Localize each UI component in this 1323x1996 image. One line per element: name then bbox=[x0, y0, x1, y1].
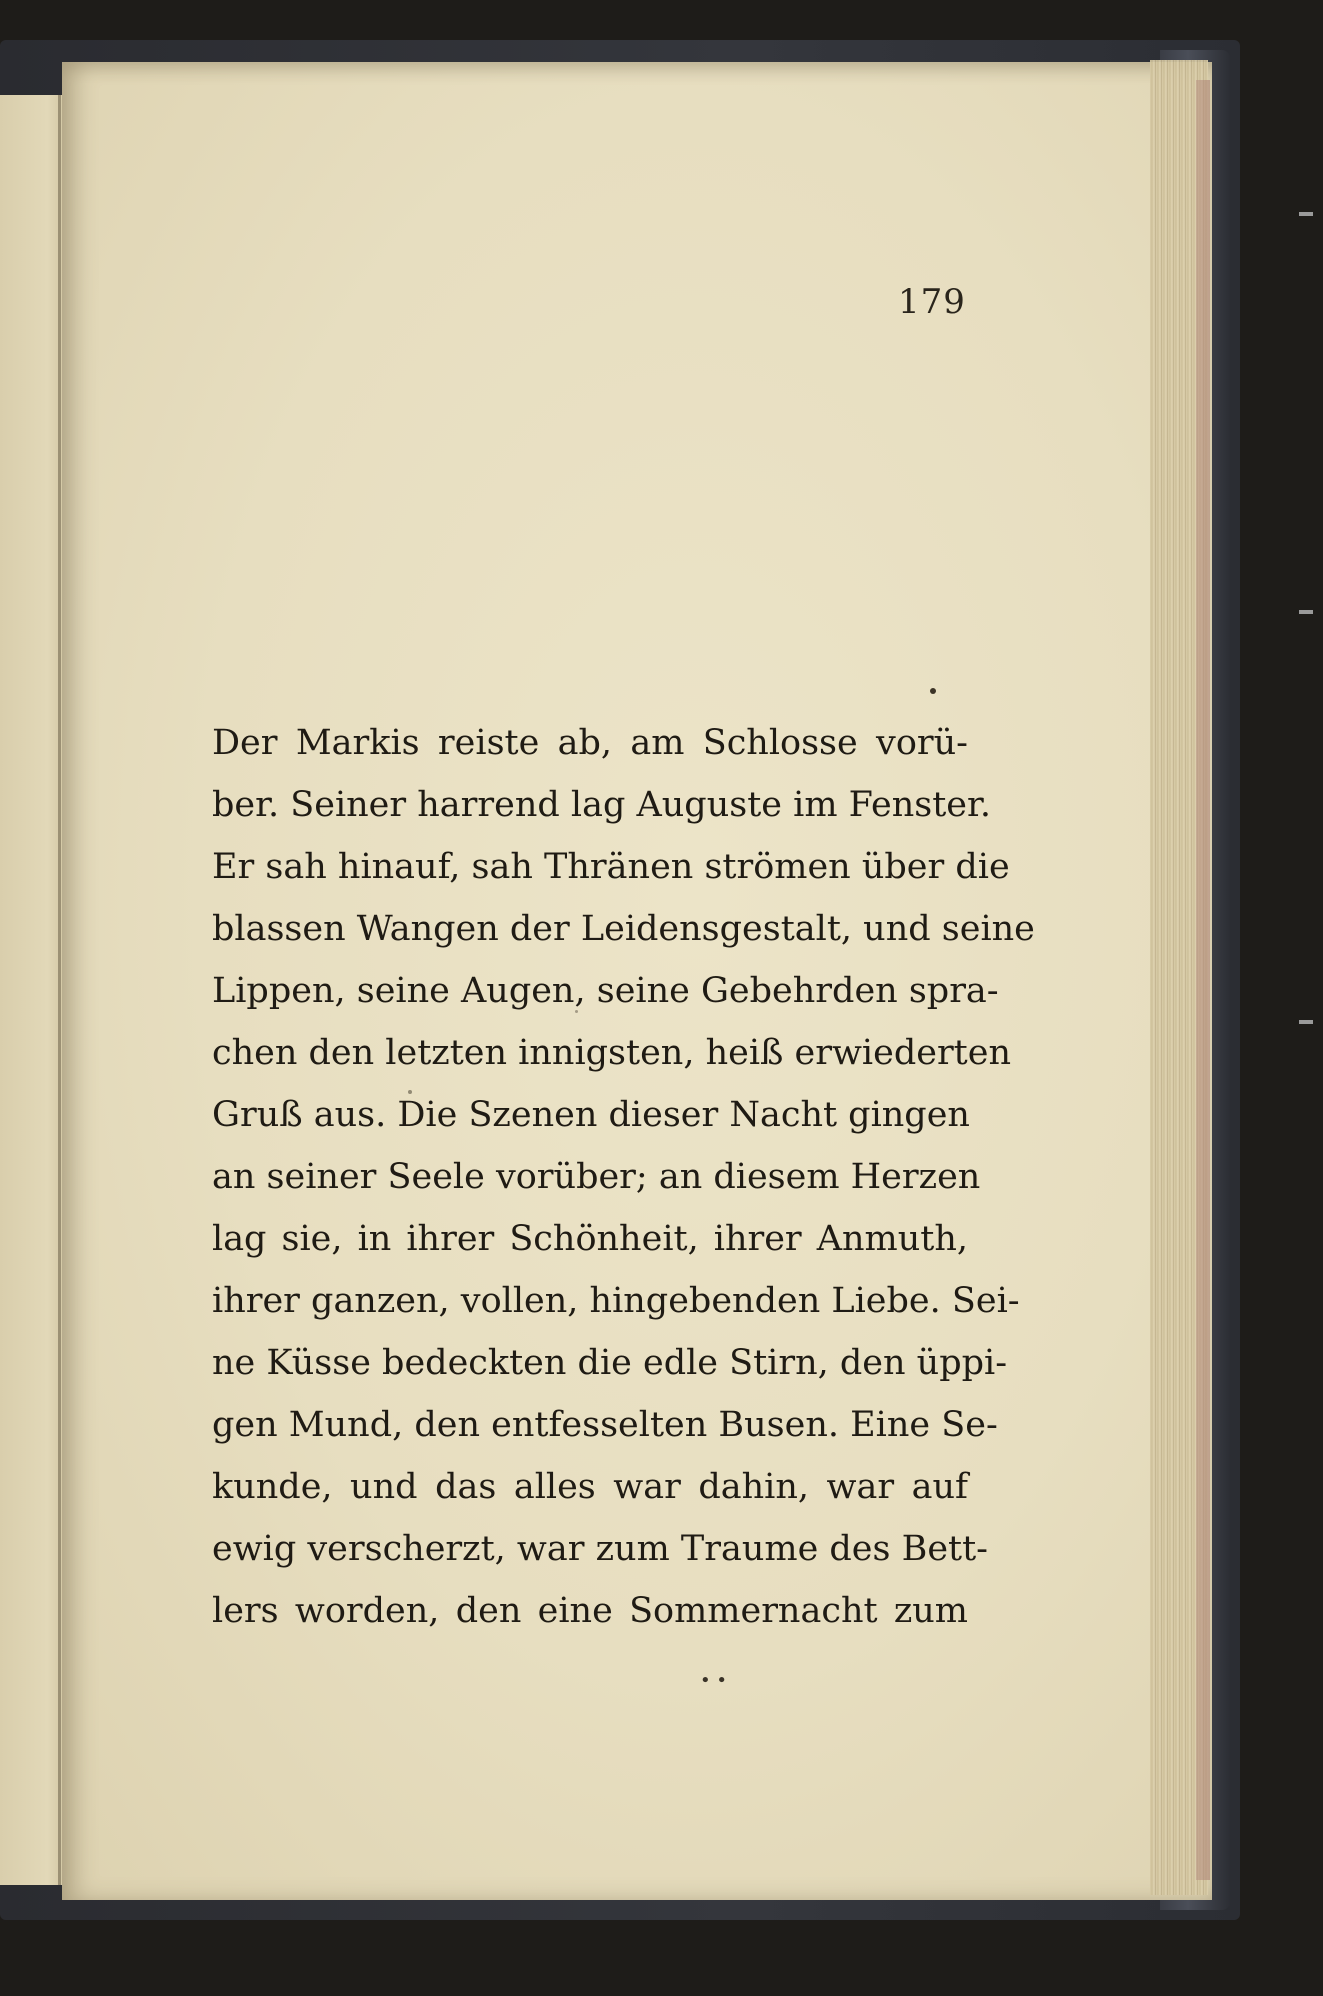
margin-mark bbox=[1299, 212, 1313, 216]
margin-mark bbox=[1299, 1020, 1313, 1024]
gutter bbox=[58, 95, 61, 1885]
text-line: Er sah hinauf, sah Thränen strömen über die bbox=[212, 847, 1010, 887]
text-line: an seiner Seele vorüber; an diesem Herzen bbox=[212, 1157, 981, 1197]
text-line: ne Küsse bedeckten die edle Stirn, den üppi- bbox=[212, 1343, 1008, 1383]
margin-mark bbox=[1299, 610, 1313, 614]
text-line: kunde, und das alles war dahin, war auf bbox=[212, 1467, 968, 1507]
page-edges-tint bbox=[1196, 80, 1210, 1880]
text-line: ihrer ganzen, vollen, hingebenden Liebe. Sei- bbox=[212, 1281, 1020, 1321]
text-line: Lippen, seine Augen, seine Gebehrden spra- bbox=[212, 971, 999, 1011]
text-line: Der Markis reiste ab, am Schlosse vorü- bbox=[212, 723, 968, 763]
text-line: ewig verscherzt, war zum Traume des Bett- bbox=[212, 1529, 988, 1569]
text-line: ber. Seiner harrend lag Auguste im Fenster. bbox=[212, 785, 992, 825]
text-line: blassen Wangen der Leidensgestalt, und seine bbox=[212, 909, 1035, 949]
text-line: chen den letzten innigsten, heiß erwiederten bbox=[212, 1033, 1012, 1073]
paper-speck bbox=[408, 1090, 412, 1094]
text-line: gen Mund, den entfesselten Busen. Eine Se- bbox=[212, 1405, 998, 1445]
paper-speck bbox=[930, 688, 936, 694]
text-line: lag sie, in ihrer Schönheit, ihrer Anmuth, bbox=[212, 1219, 968, 1259]
page-number: 179 bbox=[898, 282, 966, 322]
ornament: • • bbox=[700, 1670, 727, 1691]
text-line: lers worden, den eine Sommernacht zum bbox=[212, 1591, 968, 1631]
paper-speck bbox=[575, 1010, 578, 1013]
body-text bbox=[212, 712, 1035, 1642]
text-line: Gruß aus. Die Szenen dieser Nacht gingen bbox=[212, 1095, 970, 1135]
